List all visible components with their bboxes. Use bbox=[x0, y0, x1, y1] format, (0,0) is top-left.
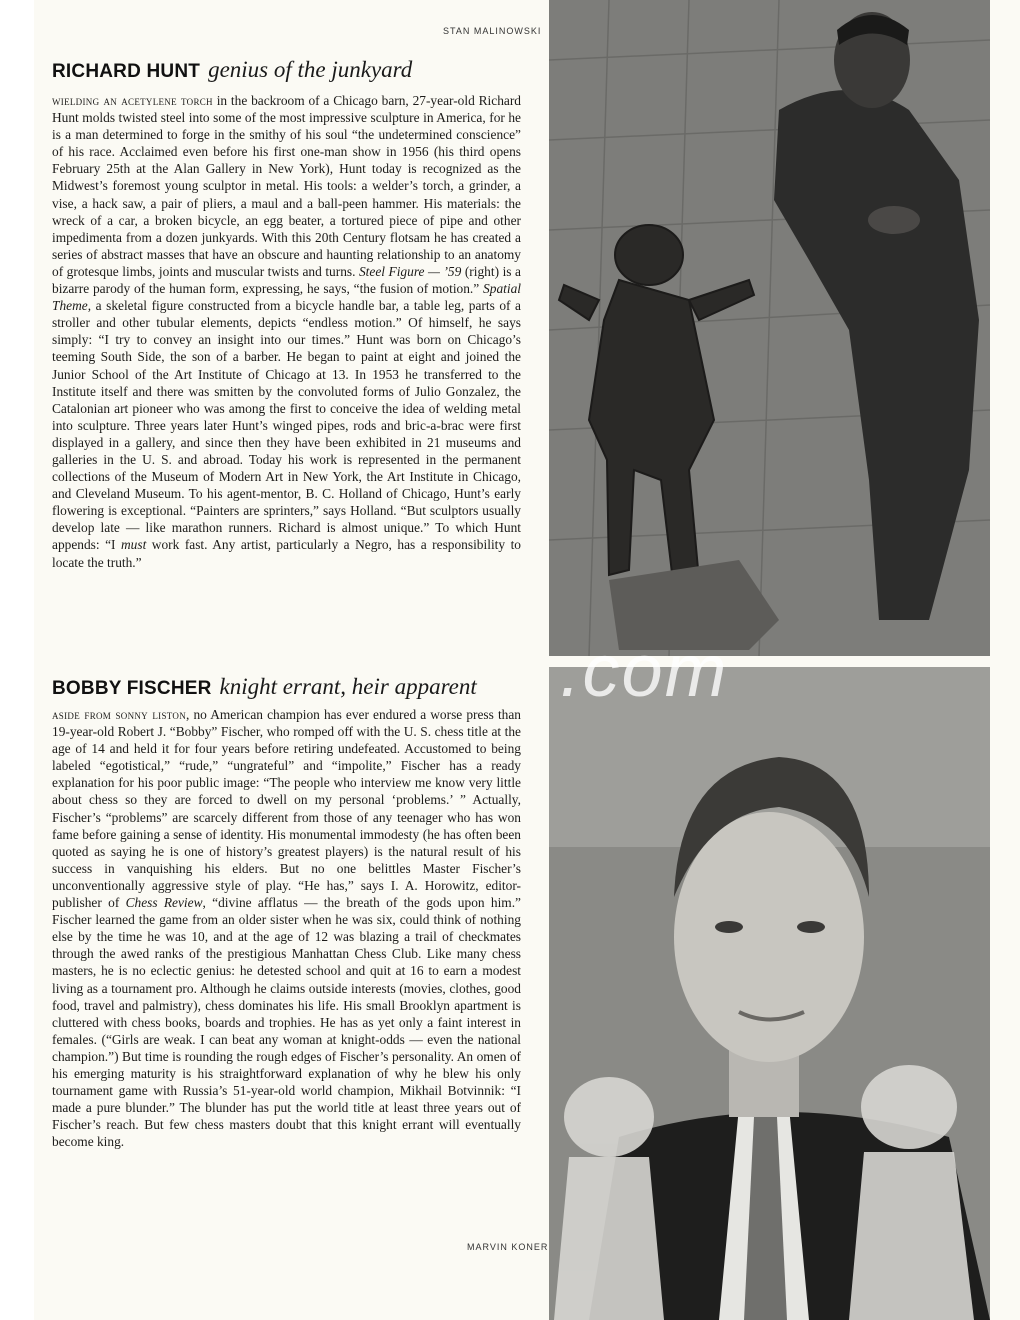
photo-credit-bottom: MARVIN KONER bbox=[467, 1242, 549, 1252]
headline-subtitle: knight errant, heir apparent bbox=[219, 674, 477, 699]
article-body-richard-hunt bbox=[52, 92, 521, 571]
photo-bobby-fischer-portrait bbox=[549, 667, 990, 1320]
photo-credit-top: STAN MALINOWSKI bbox=[443, 26, 542, 36]
watermark: .com bbox=[560, 629, 729, 712]
headline-name: BOBBY FISCHER bbox=[52, 678, 212, 699]
headline-subtitle: genius of the junkyard bbox=[208, 57, 413, 82]
lead-in: wielding an acetylene torch bbox=[52, 93, 213, 108]
body-paragraph: in the backroom of a Chicago barn, 27-year-old Richard Hunt molds twisted steel into some of the most impressive sculpture in America, for he is a man determined to forge in the smithy of his soul “the undetermined conscience” of his race. Acclaimed even before his first one-man show in 1956 (his third opens February 25th at the Alan Gallery in New York), Hunt today is recognized as the Midwest’s foremost young sculptor in metal. His tools: a welder’s torch, a grinder, a vise, a hack saw, a pair of pliers, a maul and a ball-peen hammer. His materials: the wreck of a car, a broken bicycle, an egg beater, a tortured piece of pipe and other impedimenta from a dozen junkyards. With this 20th Century flotsam he has created a series of abstract masses that have an obscure and haunting relationship to an anatomy of grotesque limbs, joints and muscular twists and turns. bbox=[52, 93, 521, 279]
headline-richard-hunt bbox=[52, 57, 412, 83]
photo-sculptor-with-steel-figure bbox=[549, 0, 990, 656]
emphasis: must bbox=[121, 537, 147, 553]
body-paragraph: , no American champion has ever endured a worse press than 19-year-old Robert J. “Bobby” Fischer, who romped off with the U. S. chess title at the age of 14 and held it for four years before retiring undefeated. Accustomed to being labeled “egotistical,” “rude,” “ungrateful” and “impolite,” Fischer has a ready explanation for his poor public image: “The people who interview me know very little about chess so they are forced to dwell on my personal ‘problems.’ ” Actually, Fischer’s “problems” are scarcely different from those of any teenager who has won fame before gaining a sense of identity. His monumental immodesty (he has often been quoted as saying he is one of history’s greatest players) is the natural result of his success in vanquishing his elders. But no one belittles Master Fischer’s unconventionally aggressive style of play. “He has,” says I. A. Horowitz, editor-publisher of bbox=[52, 707, 521, 911]
photo-fischer-illustration bbox=[549, 667, 990, 1320]
body-paragraph: , “divine afflatus — the breath of the gods upon him.” Fischer learned the game from an older sister when he was six, could think of nothing else by the time he was 10, and at the age of 12 was blazing a trail of checkmates through the awed ranks of the prestigious Manhattan Chess Club. Like many chess masters, he is no eclectic genius: he detested school and quit at 16 to earn a modest living as a tournament pro. Although he claims outside interests (movies, clothes, good food, travel and palmistry), chess dominates his life. His small Brooklyn apartment is cluttered with chess books, boards and trophies. He has as yet only a faint interest in females. (“Girls are weak. I can beat any woman at knight-odds — even the national champion.”) But time is rounding the rough edges of Fischer’s personality. An omen of his emerging maturity is his straightforward explanation of why he blew his only tournament game with Russia’s 51-year-old world champion, Mikhail Botvinnik: “I made a pure blunder.” The blunder has put the world title at least three years out of Fischer’s reach. But few chess masters doubt that this knight errant will eventually become king. bbox=[52, 895, 521, 1150]
lead-in: aside from sonny liston bbox=[52, 707, 187, 722]
body-paragraph: (right) is a bizarre parody of the human form, expressing, he says, “the fusion of motion.” bbox=[52, 263, 521, 297]
article-body-bobby-fischer bbox=[52, 706, 521, 1150]
publication-title: Chess Review bbox=[125, 895, 203, 911]
artwork-title: Steel Figure — ’59 bbox=[358, 263, 462, 279]
body-paragraph: work fast. Any artist, particularly a Negro, has a responsibility to locate the truth.” bbox=[52, 537, 521, 570]
body-paragraph: , a skeletal figure constructed from a bicycle handle bar, a table leg, parts of a stroller and other tubular elements, depicts “endless motion.” Of himself, he says simply: “I try to convey an insight into our times.” Hunt was born on Chicago’s teeming South Side, the son of a barber. He began to paint at eight and joined the Junior School of the Art Institute of Chicago at 13. In 1953 he transferred to the Institute itself and there was smitten by the convoluted forms of Julio Gonzalez, the Catalonian art pioneer who was among the first to conceive the idea of welding metal into sculpture. Three years later Hunt’s winged pipes, rods and bric-a-brac were first displayed in a gallery, and since then they have been exhibited in 21 museums and galleries in the U. S. and abroad. Today his work is represented in the permanent collections of the Museum of Modern Art in New York, the Art Institute in Chicago, and Cleveland Museum. To his agent-mentor, B. C. Holland of Chicago, Hunt’s early flowering is exceptional. “Painters are sprinters,” says Holland. “But sculptors usually develop late — like marathon runners. Richard is almost unique.” To which Hunt appends: “I bbox=[52, 298, 521, 553]
artwork-title: Spatial Theme bbox=[52, 281, 521, 314]
photo-sculptor-illustration bbox=[549, 0, 990, 656]
headline-name: RICHARD HUNT bbox=[52, 61, 201, 82]
page-margin bbox=[0, 0, 34, 1320]
headline-bobby-fischer bbox=[52, 674, 477, 700]
